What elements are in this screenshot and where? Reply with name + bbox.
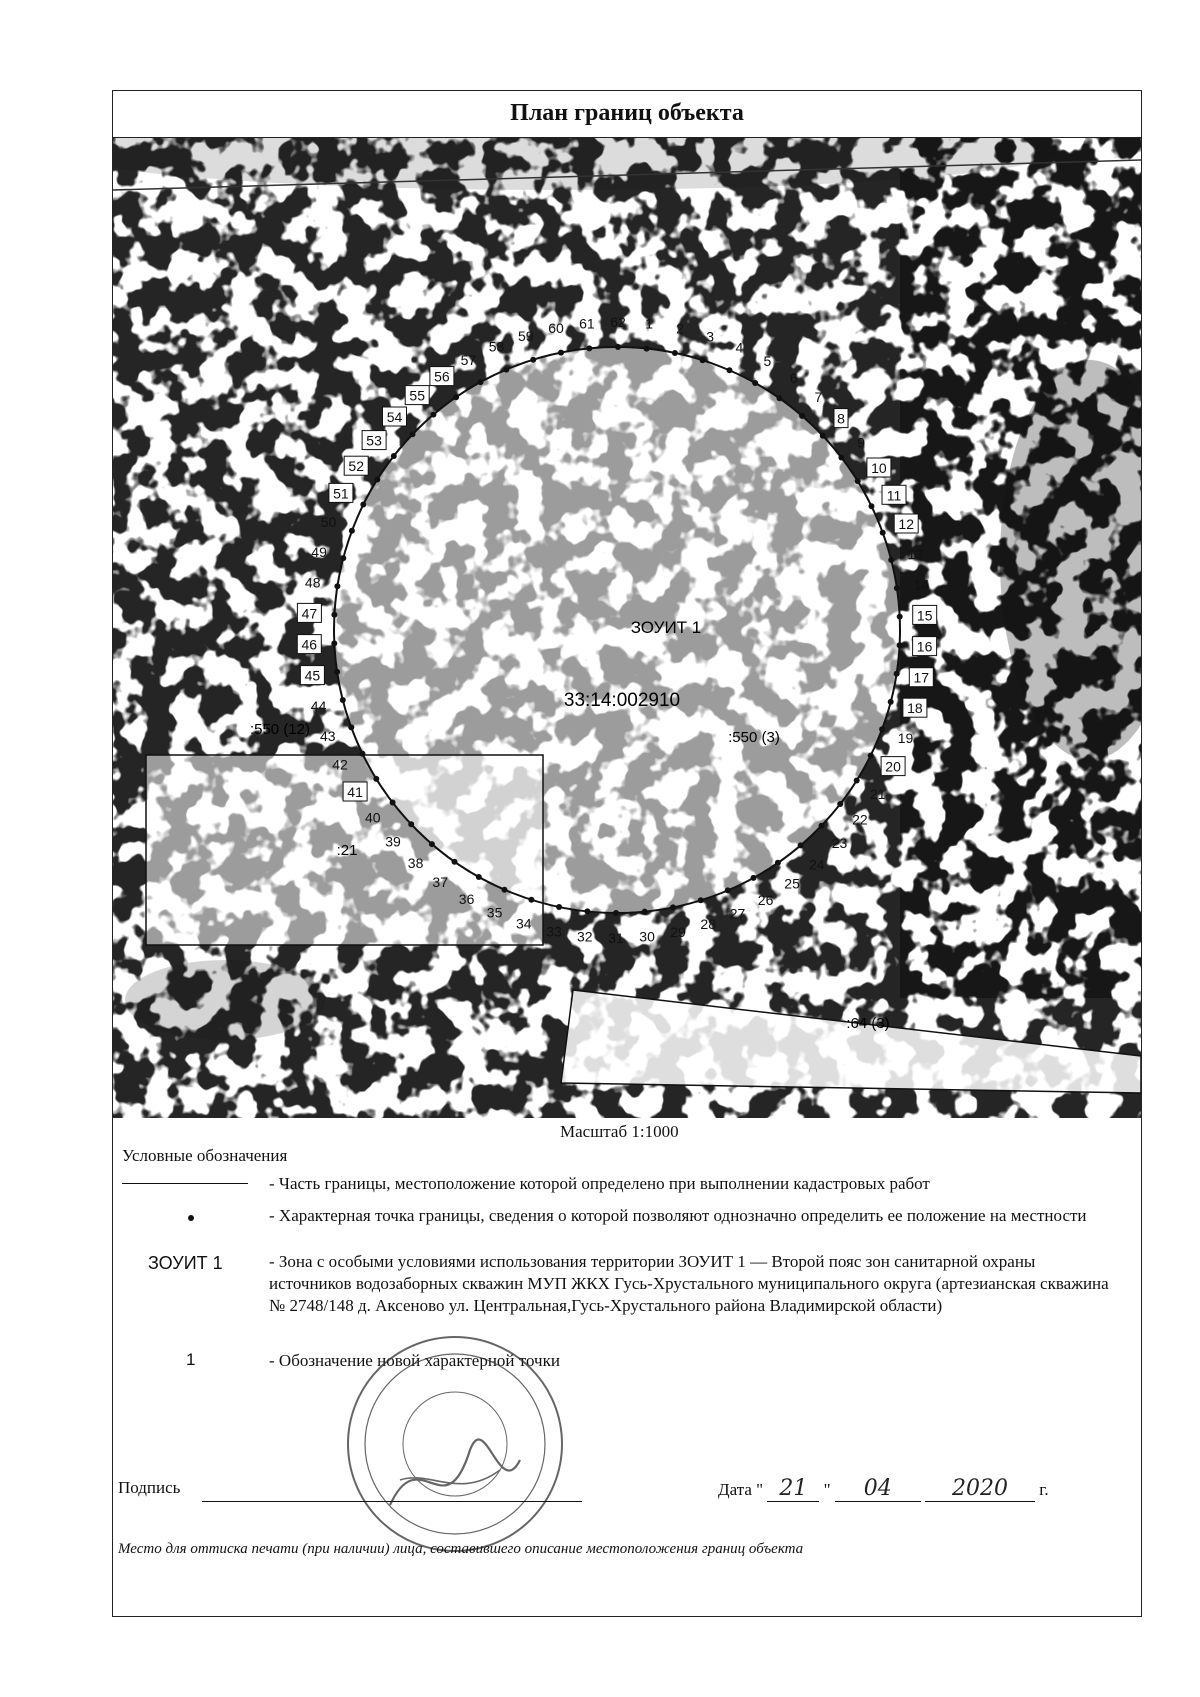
boundary-point-27 — [725, 887, 731, 893]
boundary-point-label-52: 52 — [348, 458, 364, 475]
boundary-point-label-30: 30 — [639, 928, 655, 945]
date-day: 21 — [767, 1476, 819, 1502]
legend-boundary-line-text: - Часть границы, местоположение которой определено при выполнении кадастровых работ — [269, 1174, 930, 1193]
boundary-point-label-39: 39 — [385, 833, 401, 850]
boundary-point-13 — [888, 557, 894, 563]
boundary-point-label-43: 43 — [320, 728, 336, 744]
boundary-point-8 — [820, 433, 826, 439]
boundary-point-label-47: 47 — [301, 605, 318, 622]
boundary-point-24 — [798, 842, 804, 848]
boundary-point-15 — [897, 614, 903, 620]
boundary-point-label-16: 16 — [916, 638, 933, 655]
boundary-point-46 — [331, 640, 337, 646]
boundary-point-label-8: 8 — [837, 410, 845, 427]
boundary-point-label-56: 56 — [434, 368, 450, 385]
boundary-point-label-26: 26 — [757, 891, 774, 908]
boundary-point-label-7: 7 — [814, 389, 823, 405]
boundary-point-52 — [374, 477, 380, 483]
boundary-point-35 — [502, 887, 508, 893]
legend-zone-text: - Зона с особыми условиями использования территории ЗОУИТ 1 — Второй пояс зон санитарной охраны источников водозаборных скважин МУП ЖКХ Гусь-Хрустального муниципального округа (артезианская скважина № 2748/148 д. Аксеново ул. Центральная,Гусь-Хрустального района Владимирской области) — [269, 1252, 1109, 1315]
boundary-point-label-18: 18 — [907, 700, 923, 717]
boundary-point-label-29: 29 — [670, 923, 686, 940]
boundary-point-32 — [584, 908, 590, 914]
date-month: 04 — [835, 1476, 921, 1502]
legend-new-point-text: - Обозначение новой характерной точки — [269, 1351, 560, 1370]
boundary-point-label-61: 61 — [579, 315, 595, 332]
parcel-550-3-label: :550 (3) — [728, 729, 780, 746]
boundary-point-26 — [751, 875, 757, 881]
boundary-point-22 — [837, 801, 843, 807]
boundary-point-53 — [391, 453, 397, 459]
boundary-point-label-32: 32 — [577, 928, 593, 945]
boundary-point-label-59: 59 — [518, 327, 534, 344]
legend-new-point-symbol: 1 — [186, 1350, 196, 1369]
boundary-point-label-42: 42 — [332, 756, 348, 773]
boundary-point-40 — [390, 800, 396, 806]
boundary-point-label-37: 37 — [432, 874, 448, 891]
boundary-point-36 — [476, 874, 482, 880]
boundary-point-label-19: 19 — [897, 729, 914, 746]
signature-label: Подпись — [118, 1478, 181, 1497]
boundary-point-label-6: 6 — [789, 369, 798, 386]
signature-line — [202, 1501, 582, 1502]
boundary-point-label-20: 20 — [885, 758, 901, 775]
legend-heading: Условные обозначения — [122, 1146, 288, 1165]
boundary-point-43 — [348, 724, 354, 730]
boundary-point-label-9: 9 — [857, 434, 866, 451]
date-year-suffix: г. — [1039, 1480, 1049, 1499]
zone-label: ЗОУИТ 1 — [630, 618, 702, 637]
boundary-point-9 — [838, 455, 844, 461]
boundary-point-label-53: 53 — [366, 432, 382, 449]
boundary-point-label-40: 40 — [365, 809, 381, 826]
boundary-point-39 — [408, 821, 414, 827]
boundary-point-label-57: 57 — [460, 352, 477, 369]
boundary-point-label-34: 34 — [516, 915, 532, 932]
boundary-point-48 — [334, 583, 340, 589]
boundary-point-label-4: 4 — [735, 339, 744, 356]
date-label: Дата — [718, 1480, 752, 1499]
date-year: 2020 — [925, 1476, 1035, 1502]
boundary-point-47 — [331, 612, 337, 618]
boundary-point-label-10: 10 — [871, 460, 887, 476]
boundary-point-label-13: 13 — [907, 545, 924, 562]
boundary-point-label-35: 35 — [486, 904, 503, 921]
boundary-point-label-5: 5 — [763, 353, 772, 370]
boundary-point-50 — [349, 528, 355, 534]
legend-point-symbol — [188, 1215, 194, 1221]
boundary-point-label-60: 60 — [548, 320, 564, 337]
boundary-point-5 — [752, 380, 758, 386]
boundary-point-label-45: 45 — [304, 667, 321, 684]
boundary-point-label-12: 12 — [898, 516, 914, 532]
boundary-point-41 — [373, 776, 379, 782]
boundary-point-14 — [894, 585, 900, 591]
parcel-id-label: 33:14:002910 — [563, 690, 681, 711]
boundary-point-56 — [453, 394, 459, 400]
boundary-point-label-54: 54 — [386, 409, 403, 425]
boundary-point-label-11: 11 — [886, 487, 902, 504]
boundary-point-label-44: 44 — [310, 698, 327, 715]
boundary-point-label-58: 58 — [488, 338, 505, 355]
boundary-point-label-28: 28 — [700, 916, 716, 933]
boundary-point-label-38: 38 — [407, 855, 424, 871]
boundary-point-44 — [340, 697, 346, 703]
boundary-point-34 — [528, 897, 534, 903]
boundary-point-label-21: 21 — [870, 785, 886, 802]
boundary-point-10 — [855, 478, 861, 484]
boundary-point-label-25: 25 — [784, 875, 800, 892]
boundary-point-11 — [869, 503, 875, 509]
satellite-background — [60, 110, 1180, 1118]
boundary-point-16 — [897, 642, 903, 648]
boundary-point-label-50: 50 — [320, 514, 337, 531]
boundary-point-label-62: 62 — [610, 314, 626, 330]
boundary-point-3 — [700, 357, 706, 363]
legend-zone-symbol: ЗОУИТ 1 — [148, 1253, 223, 1273]
date-quote-close: " — [823, 1480, 831, 1499]
boundary-point-51 — [360, 502, 366, 508]
boundary-point-label-46: 46 — [301, 636, 318, 653]
boundary-point-55 — [430, 412, 436, 418]
boundary-point-label-17: 17 — [913, 669, 930, 686]
parcel-64-3-label: :64 (3) — [846, 1015, 890, 1032]
boundary-point-label-41: 41 — [347, 784, 363, 800]
boundary-point-61 — [586, 345, 592, 351]
boundary-point-label-1: 1 — [645, 315, 654, 332]
boundary-point-31 — [613, 910, 619, 916]
boundary-point-19 — [879, 726, 885, 732]
boundary-point-label-2: 2 — [676, 320, 684, 337]
boundary-point-59 — [530, 357, 536, 363]
boundary-point-25 — [775, 860, 781, 866]
boundary-point-17 — [894, 671, 900, 677]
boundary-point-label-51: 51 — [333, 485, 349, 502]
date-field — [718, 1476, 1049, 1502]
boundary-point-label-22: 22 — [852, 811, 868, 828]
boundary-point-label-23: 23 — [831, 835, 848, 851]
seal-note: Место для оттиска печати (при наличии) лица, составившего описание местоположения границ объекта — [118, 1541, 804, 1557]
boundary-point-1 — [644, 346, 650, 352]
boundary-point-29 — [670, 904, 676, 910]
boundary-point-54 — [410, 431, 416, 437]
page-title: План границ объекта — [510, 100, 744, 126]
boundary-point-2 — [672, 350, 678, 356]
boundary-point-28 — [698, 897, 704, 903]
boundary-point-label-14: 14 — [913, 576, 930, 593]
boundary-point-38 — [429, 841, 435, 847]
boundary-point-62 — [615, 344, 621, 350]
boundary-point-label-15: 15 — [916, 607, 933, 624]
parcel-550-12-label: :550 (12) — [249, 721, 310, 738]
boundary-point-37 — [452, 859, 458, 865]
boundary-point-label-24: 24 — [809, 856, 825, 873]
boundary-point-58 — [503, 367, 509, 373]
date-quote-open: " — [756, 1480, 764, 1499]
boundary-point-60 — [558, 350, 564, 356]
boundary-point-label-49: 49 — [311, 543, 327, 560]
boundary-point-label-3: 3 — [706, 328, 715, 345]
boundary-point-42 — [360, 751, 366, 757]
boundary-point-23 — [819, 823, 825, 829]
boundary-point-6 — [777, 395, 783, 401]
boundary-point-label-27: 27 — [729, 905, 746, 922]
boundary-point-4 — [727, 367, 733, 373]
boundary-point-label-31: 31 — [608, 930, 624, 946]
boundary-point-label-48: 48 — [304, 574, 321, 591]
boundary-point-20 — [868, 753, 874, 759]
boundary-point-33 — [556, 904, 562, 910]
boundary-point-21 — [854, 778, 860, 784]
boundary-point-45 — [334, 669, 340, 675]
boundary-point-18 — [888, 699, 894, 705]
boundary-point-57 — [478, 379, 484, 385]
boundary-point-12 — [880, 530, 886, 536]
boundary-point-label-55: 55 — [409, 387, 425, 404]
boundary-point-7 — [799, 413, 805, 419]
map-scale: Масштаб 1:1000 — [560, 1122, 679, 1141]
parcel-21-label: :21 — [336, 842, 358, 859]
boundary-point-label-33: 33 — [546, 923, 562, 940]
boundary-point-label-36: 36 — [458, 890, 475, 907]
legend-boundary-line-symbol — [122, 1183, 248, 1184]
boundary-point-30 — [642, 909, 648, 915]
boundary-point-49 — [340, 555, 346, 561]
legend-point-text: - Характерная точка границы, сведения о которой позволяют однозначно определить ее положение на местности — [269, 1206, 1087, 1225]
